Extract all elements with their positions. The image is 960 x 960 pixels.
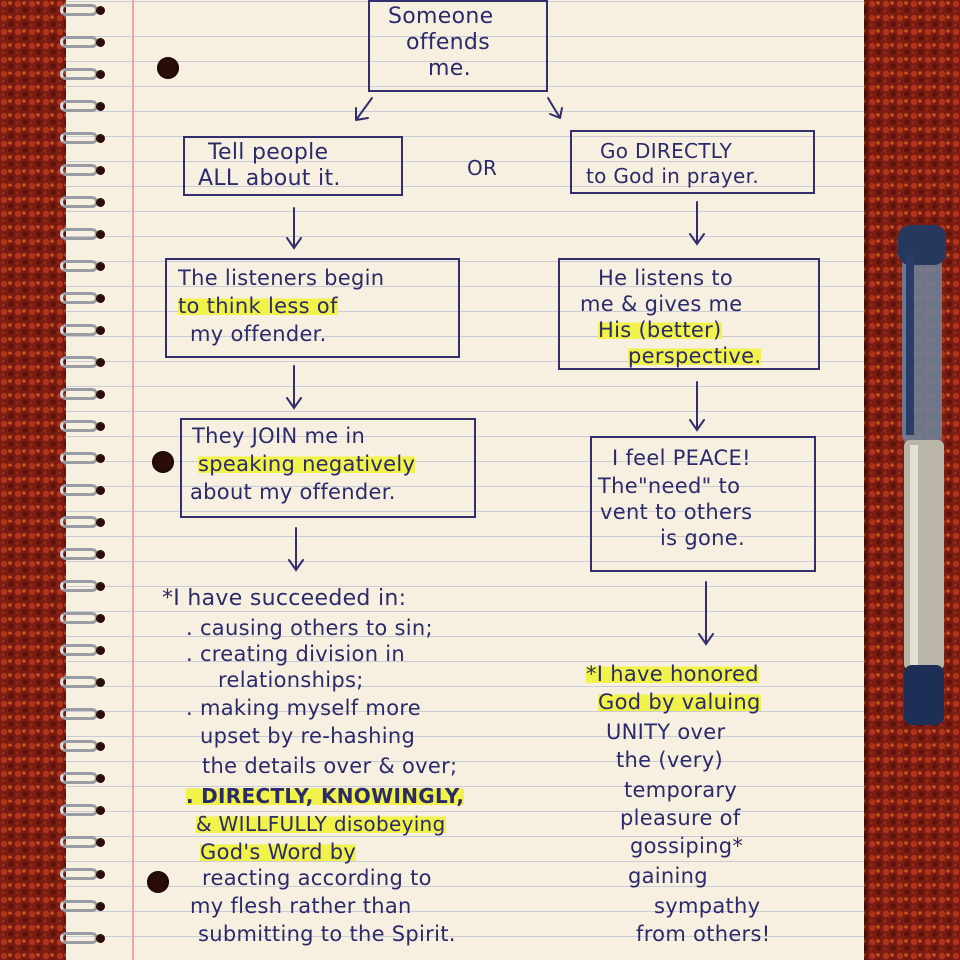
right-step3-line-1-text: I feel PEACE! (612, 446, 751, 470)
spiral-coil (60, 292, 98, 304)
spiral-coil (60, 388, 98, 400)
right-step1-line-2: to God in prayer. (586, 164, 759, 188)
spiral-hole (96, 230, 105, 239)
pen (880, 215, 960, 735)
left-result-item-8 (196, 812, 446, 836)
right-result-line-2-text: God by valuing (598, 690, 761, 714)
right-step1-line-1: Go DIRECTLY (600, 139, 733, 163)
left-result-item-6: the details over & over; (202, 754, 458, 778)
spiral-coil (60, 420, 98, 432)
or-connector: OR (467, 156, 498, 180)
left-result-item-8-text: & WILLFULLY disobeying (196, 812, 446, 836)
spiral-hole (96, 614, 105, 623)
left-result-intro: *I have succeeded in: (162, 586, 407, 611)
spiral-hole (96, 70, 105, 79)
spiral-coil (60, 196, 98, 208)
spiral-hole (96, 390, 105, 399)
start-line-2: offends (406, 30, 490, 55)
right-result-line-9: sympathy (654, 894, 761, 918)
spiral-coil (60, 772, 98, 784)
spiral-hole (96, 422, 105, 431)
punch-hole (147, 871, 169, 893)
spiral-coil (60, 452, 98, 464)
punch-hole (152, 451, 174, 473)
right-step3-line-4: is gone. (660, 526, 745, 550)
spiral-coil (60, 868, 98, 880)
spiral-coil (60, 580, 98, 592)
spiral-hole (96, 166, 105, 175)
spiral-coil (60, 164, 98, 176)
right-step3-line-3: vent to others (600, 500, 753, 524)
right-result-line-6: pleasure of (620, 806, 741, 830)
spiral-hole (96, 550, 105, 559)
spiral-hole (96, 870, 105, 879)
spiral-coil (60, 324, 98, 336)
spiral-hole (96, 262, 105, 271)
spiral-hole (96, 38, 105, 47)
right-result-line-4: the (very) (616, 748, 723, 772)
spiral-coil (60, 900, 98, 912)
right-result-line-3-text: UNITY over (606, 720, 726, 744)
right-step2-line-4-text: perspective. (628, 344, 762, 368)
spiral-coil (60, 644, 98, 656)
left-step3-line-2 (198, 452, 415, 476)
right-result-line-1-text: *I have honored (586, 662, 759, 686)
spiral-hole (96, 454, 105, 463)
spiral-hole (96, 6, 105, 15)
spiral-hole (96, 102, 105, 111)
left-step1-line-1: Tell people (208, 140, 329, 165)
spiral-coil (60, 36, 98, 48)
right-result-line-1 (586, 662, 759, 686)
spiral-coil (60, 68, 98, 80)
right-step3-line-2: The"need" to (598, 474, 741, 498)
spiral-hole (96, 934, 105, 943)
left-result-item-7-text: . DIRECTLY, KNOWINGLY, (186, 784, 465, 808)
left-result-item-9-text: God's Word by (200, 840, 357, 864)
spiral-coil (60, 516, 98, 528)
spiral-hole (96, 902, 105, 911)
spiral-coil (60, 548, 98, 560)
spiral-coil (60, 676, 98, 688)
left-result-item-11: my flesh rather than (190, 894, 412, 918)
spiral-coil (60, 836, 98, 848)
right-result-line-3 (606, 720, 725, 744)
left-result-item-10: reacting according to (202, 866, 432, 890)
spiral-hole (96, 742, 105, 751)
left-result-item-5: upset by re-hashing (200, 724, 416, 748)
spiral-hole (96, 486, 105, 495)
left-step2-line-1: The listeners begin (178, 266, 385, 290)
spiral-hole (96, 518, 105, 527)
right-result-line-2 (598, 690, 761, 714)
spiral-coil (60, 132, 98, 144)
spiral-coil (60, 804, 98, 816)
left-step2-line-2-text: to think less of (178, 294, 338, 318)
spiral-coil (60, 260, 98, 272)
right-step2-line-3 (598, 318, 722, 342)
spiral-hole (96, 678, 105, 687)
left-step3-line-2-text: speaking negatively (198, 452, 416, 476)
left-step1-line-2: ALL about it. (198, 166, 341, 191)
spiral-hole (96, 134, 105, 143)
start-line-1: Someone (388, 4, 494, 29)
left-result-item-9 (200, 840, 356, 864)
start-line-3: me. (428, 56, 471, 81)
right-result-line-10: from others! (636, 922, 771, 946)
right-step3-line-1 (612, 446, 751, 470)
spiral-hole (96, 358, 105, 367)
right-result-line-5: temporary (624, 778, 738, 802)
spiral-hole (96, 582, 105, 591)
spiral-hole (96, 774, 105, 783)
punch-hole (157, 57, 179, 79)
right-result-line-7: gossiping* (630, 834, 744, 858)
right-step2-line-3-text: His (better) (598, 318, 722, 342)
spiral-hole (96, 646, 105, 655)
spiral-hole (96, 838, 105, 847)
left-step2-line-3: my offender. (190, 322, 327, 346)
left-step3-line-3: about my offender. (190, 480, 396, 504)
spiral-hole (96, 710, 105, 719)
spiral-coil (60, 228, 98, 240)
spiral-hole (96, 198, 105, 207)
spiral-coil (60, 356, 98, 368)
spiral-hole (96, 326, 105, 335)
spiral-coil (60, 708, 98, 720)
margin-line (132, 0, 134, 960)
spiral-coil (60, 932, 98, 944)
left-result-item-3: relationships; (218, 668, 364, 692)
right-step2-line-1: He listens to (598, 266, 734, 290)
right-step2-line-2: me & gives me (580, 292, 743, 316)
spiral-hole (96, 806, 105, 815)
spiral-coil (60, 484, 98, 496)
left-result-item-1: . causing others to sin; (186, 616, 433, 640)
spiral-coil (60, 4, 98, 16)
spiral-coil (60, 740, 98, 752)
left-step2-line-2 (178, 294, 338, 318)
left-result-item-4: . making myself more (186, 696, 422, 720)
spiral-coil (60, 100, 98, 112)
spiral-hole (96, 294, 105, 303)
left-result-item-12: submitting to the Spirit. (198, 922, 456, 946)
left-result-item-7 (186, 784, 464, 808)
left-result-item-2: . creating division in (186, 642, 406, 666)
right-step2-line-4 (628, 344, 761, 368)
left-step3-line-1: They JOIN me in (192, 424, 366, 448)
right-result-line-8: gaining (628, 864, 708, 888)
spiral-coil (60, 612, 98, 624)
